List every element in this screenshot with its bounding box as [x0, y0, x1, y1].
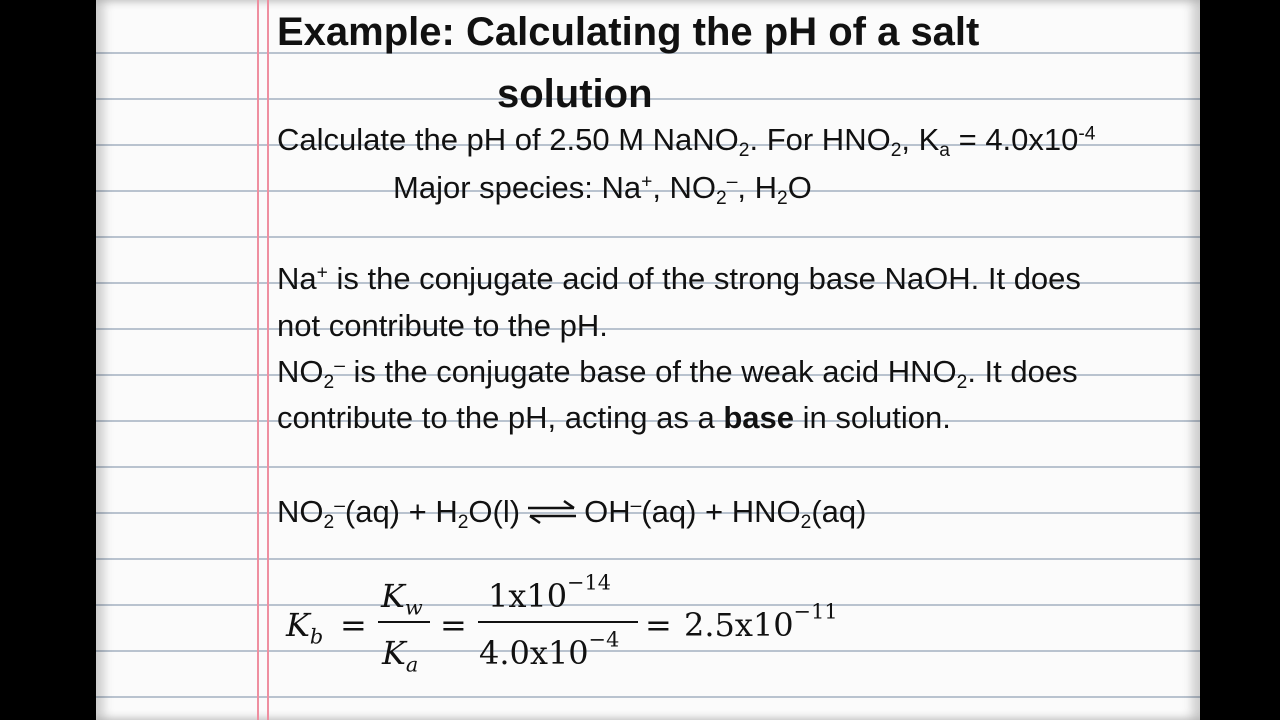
margin-line-left: [257, 0, 259, 720]
no2-explanation-line-2: contribute to the pH, acting as a base in solution.: [277, 400, 951, 435]
hydrolysis-reaction: $NO_2^-(aq) + H_2O(l) OH^-(aq) + HNO_2(aq)$: [277, 494, 867, 533]
equals-2: =: [440, 606, 467, 644]
problem-statement: Calculate the pH of 2.50 M NaNO$_2$. For $HNO_2$, $K_a = 4.0x10^{-4}$: [277, 122, 1096, 161]
major-species: Major species: Na+, $NO_2^-$, $H_2O$: [393, 170, 812, 209]
no2-explanation-line-1: $NO_2^-$ is the conjugate base of the weak acid $HNO_2$. It does: [277, 354, 1078, 393]
fraction-bar-2: [478, 621, 638, 623]
margin-line-right: [267, 0, 269, 720]
equals-1: =: [340, 606, 367, 644]
title-line-2: solution: [497, 72, 653, 116]
kb-symbol: $K_b$: [286, 606, 324, 649]
fraction-bar-1: [378, 621, 430, 623]
na-explanation-line-1: Na+ is the conjugate acid of the strong base NaOH. It does: [277, 261, 1081, 296]
equilibrium-arrow-icon: [526, 499, 578, 525]
ka-value-denominator: $4.0x10^{-4}$: [479, 627, 620, 672]
kb-result: $2.5x10^{-11}$: [684, 599, 838, 644]
kw-numerator: $K_w$: [381, 577, 423, 620]
title-line-1: Example: Calculating the pH of a salt: [277, 10, 980, 54]
ka-denominator: $K_a$: [382, 634, 419, 677]
kw-value-numerator: $1x10^{-14}$: [488, 570, 612, 615]
equals-3: =: [645, 606, 672, 644]
na-explanation-line-2: not contribute to the pH.: [277, 308, 608, 343]
